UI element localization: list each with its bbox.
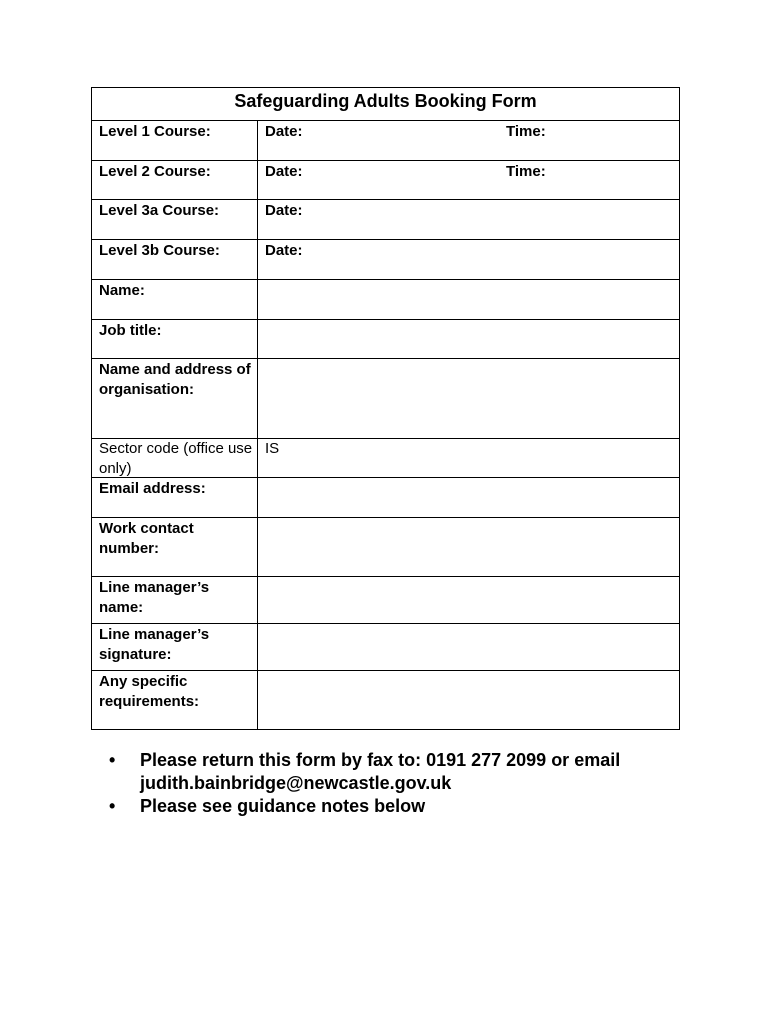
level1-time-field[interactable]: Time: bbox=[506, 123, 546, 140]
row-divider bbox=[92, 120, 679, 121]
row-divider bbox=[92, 358, 679, 359]
row-divider bbox=[92, 576, 679, 577]
row-divider bbox=[92, 199, 679, 200]
name-label: Name: bbox=[99, 282, 145, 299]
level2-date-field[interactable]: Date: bbox=[265, 163, 303, 180]
note-item bbox=[107, 749, 667, 795]
row-divider bbox=[92, 239, 679, 240]
organisation-label: Name and address of organisation: bbox=[99, 361, 251, 398]
note-text: Please return this form by fax to: 0191 277 2099 or email judith.bainbridge@newcastle.gov.uk bbox=[140, 750, 621, 793]
level3b-date-field[interactable]: Date: bbox=[265, 242, 303, 259]
sector-code-value: IS bbox=[265, 440, 280, 457]
job-title-label: Job title: bbox=[99, 322, 162, 339]
row-divider bbox=[92, 670, 679, 671]
row-divider bbox=[92, 160, 679, 161]
bullet-icon: • bbox=[109, 750, 116, 770]
level3a-date-field[interactable]: Date: bbox=[265, 202, 303, 219]
level3b-course-label: Level 3b Course: bbox=[99, 242, 220, 259]
email-label: Email address: bbox=[99, 480, 206, 497]
row-divider bbox=[92, 319, 679, 320]
level2-course-label: Level 2 Course: bbox=[99, 163, 211, 180]
line-manager-name-label: Line manager’s name: bbox=[99, 579, 210, 616]
row-divider bbox=[92, 517, 679, 518]
requirements-label: Any specific requirements: bbox=[99, 673, 200, 710]
line-manager-signature-label: Line manager’s signature: bbox=[99, 626, 210, 663]
column-divider bbox=[257, 120, 258, 729]
booking-form-table bbox=[91, 87, 680, 730]
work-contact-label: Work contact number: bbox=[99, 520, 194, 557]
sector-code-label: Sector code (office use only) bbox=[99, 440, 253, 477]
notes-list bbox=[107, 749, 667, 818]
level2-time-field[interactable]: Time: bbox=[506, 163, 546, 180]
form-title: Safeguarding Adults Booking Form bbox=[234, 91, 537, 111]
row-divider bbox=[92, 623, 679, 624]
level3a-course-label: Level 3a Course: bbox=[99, 202, 220, 219]
bullet-icon: • bbox=[109, 796, 116, 816]
row-divider bbox=[92, 279, 679, 280]
level1-date-field[interactable]: Date: bbox=[265, 123, 303, 140]
note-item bbox=[107, 795, 667, 818]
level1-course-label: Level 1 Course: bbox=[99, 123, 211, 140]
note-text: Please see guidance notes below bbox=[140, 796, 426, 816]
